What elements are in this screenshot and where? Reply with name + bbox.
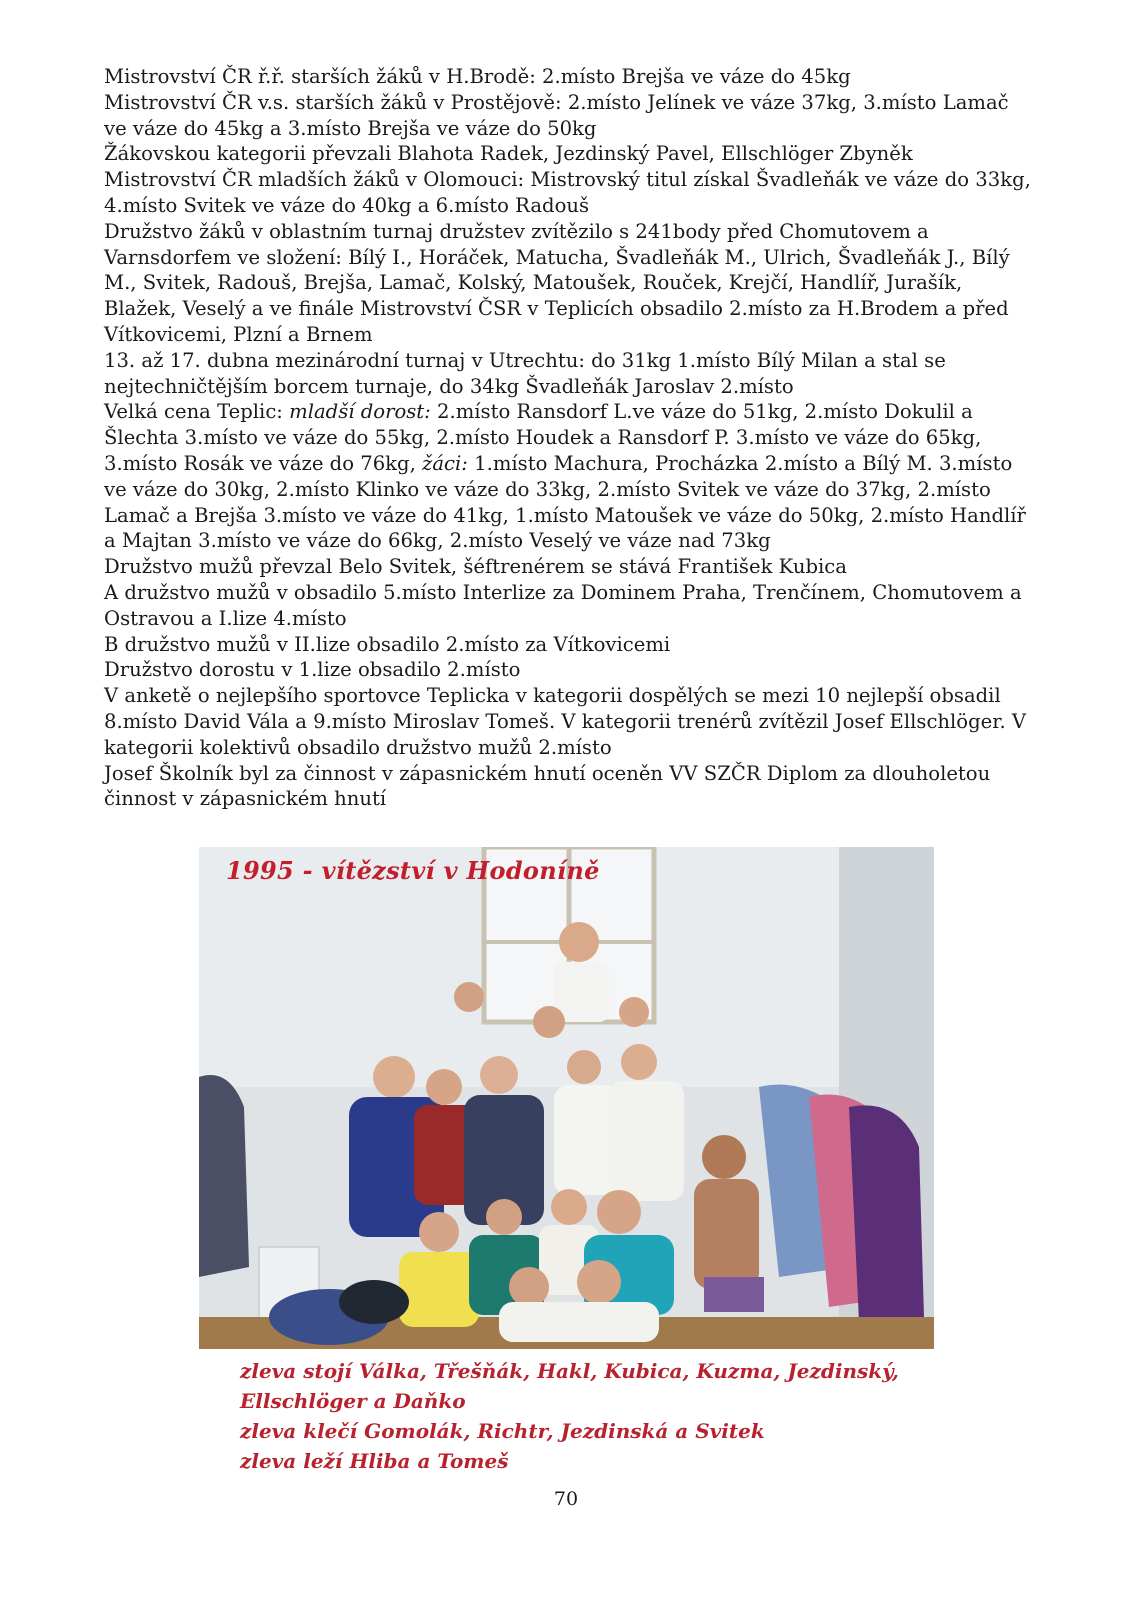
paragraph: A družstvo mužů v obsadilo 5.místo Interlize za Dominem Praha, Trenčínem, Chomutovem a Ostravou a I.lize 4.místo <box>104 580 1022 630</box>
text-run: Velká cena Teplic: <box>104 400 290 424</box>
paragraph: Mistrovství ČR ř.ř. starších žáků v H.Brodě: 2.místo Brejša ve váze do 45kg <box>104 65 851 88</box>
photo-caption <box>240 1356 940 1476</box>
paragraph: Družstvo dorostu v 1.lize obsadilo 2.místo <box>104 658 521 682</box>
paragraph: Mistrovství ČR mladších žáků v Olomouci: Mistrovský titul získal Švadleňák ve váze do 33kg, 4.místo Svitek ve váze do 40kg a 6.místo Radouš <box>104 168 1031 217</box>
paragraph: Josef Školník byl za činnost v zápasnickém hnutí oceněn VV SZČR Diplom za dlouholetou činnost v zápasnickém hnutí <box>104 761 991 811</box>
caption-line: zleva stojí Válka, Třešňák, Hakl, Kubica, Kuzma, Jezdinský, <box>240 1359 899 1383</box>
paragraph: Mistrovství ČR v.s. starších žáků v Prostějově: 2.místo Jelínek ve váze 37kg, 3.místo Lamač ve váze do 45kg a 3.místo Brejša ve váze do 50kg <box>104 90 1009 140</box>
paragraph: Družstvo mužů převzal Belo Svitek, šéftrenérem se stává František Kubica <box>104 555 847 579</box>
caption-line: zleva klečí Gomolák, Richtr, Jezdinská a Svitek <box>240 1419 765 1443</box>
caption-line: zleva leží Hliba a Tomeš <box>240 1449 509 1473</box>
team-photo <box>199 847 934 1349</box>
paragraph: Žákovskou kategorii převzali Blahota Radek, Jezdinský Pavel, Ellschlöger Zbyněk <box>104 142 913 166</box>
text-run: 2.místo Ransdorf L.ve váze do 51kg, 2.místo Dokulil a Šlechta 3.místo ve váze do 55kg, 2.místo Houdek a Ransdorf P. 3.místo ve váze do 65kg, 3.místo Rosák ve váze do 76kg, <box>104 400 982 475</box>
paragraph: B družstvo mužů v II.lize obsadilo 2.místo za Vítkovicemi <box>104 632 671 656</box>
caption-line: Ellschlöger a Daňko <box>240 1389 466 1413</box>
paragraph: 13. až 17. dubna mezinárodní turnaj v Utrechtu: do 31kg 1.místo Bílý Milan a stal se nejtechničtějším borcem turnaje, do 34kg Švadleňák Jaroslav 2.místo <box>104 348 946 398</box>
text-run: 1.místo Machura, Procházka 2.místo a Bílý M. 3.místo ve váze do 30kg, 2.místo Klinko ve váze do 33kg, 2.místo Svitek ve váze do 37kg, 2.místo Lamač a Brejša 3.místo ve váze do 41kg, 1.místo Matoušek ve váze do 50kg, 2.místo Handlíř a Majtan 3.místo ve váze do 66kg, 2.místo Veselý ve váze nad 73kg <box>104 451 1026 553</box>
italic-run: žáci: <box>422 451 468 475</box>
italic-run: mladší dorost: <box>289 400 431 424</box>
paragraph: V anketě o nejlepšího sportovce Teplicka v kategorii dospělých se mezi 10 nejlepší obsadil 8.místo David Vála a 9.místo Miroslav Tomeš. V kategorii trenérů zvítězil Josef Ellschlöger. V kategorii kolektivů obsadilo družstvo mužů 2.místo <box>104 684 1027 759</box>
body-text <box>104 64 1034 812</box>
paragraph-grand-prix <box>104 399 1034 554</box>
photo-title: 1995 - vítězství v Hodoníně <box>226 856 600 885</box>
page-number: 70 <box>553 1488 579 1510</box>
paragraph: Družstvo žáků v oblastním turnaj družstev zvítězilo s 241body před Chomutovem a Varnsdorfem ve složení: Bílý I., Horáček, Matucha, Švadleňák M., Ulrich, Švadleňák J., Bílý M., Svitek, Radouš, Brejša, Lamač, Kolský, Matoušek, Rouček, Krejčí, Handlíř, Jurašík, Blažek, Veselý a ve finále Mistrovství ČSR v Teplicích obsadilo 2.místo za H.Brodem a před Vítkovicemi, Plzní a Brnem <box>104 219 1010 346</box>
